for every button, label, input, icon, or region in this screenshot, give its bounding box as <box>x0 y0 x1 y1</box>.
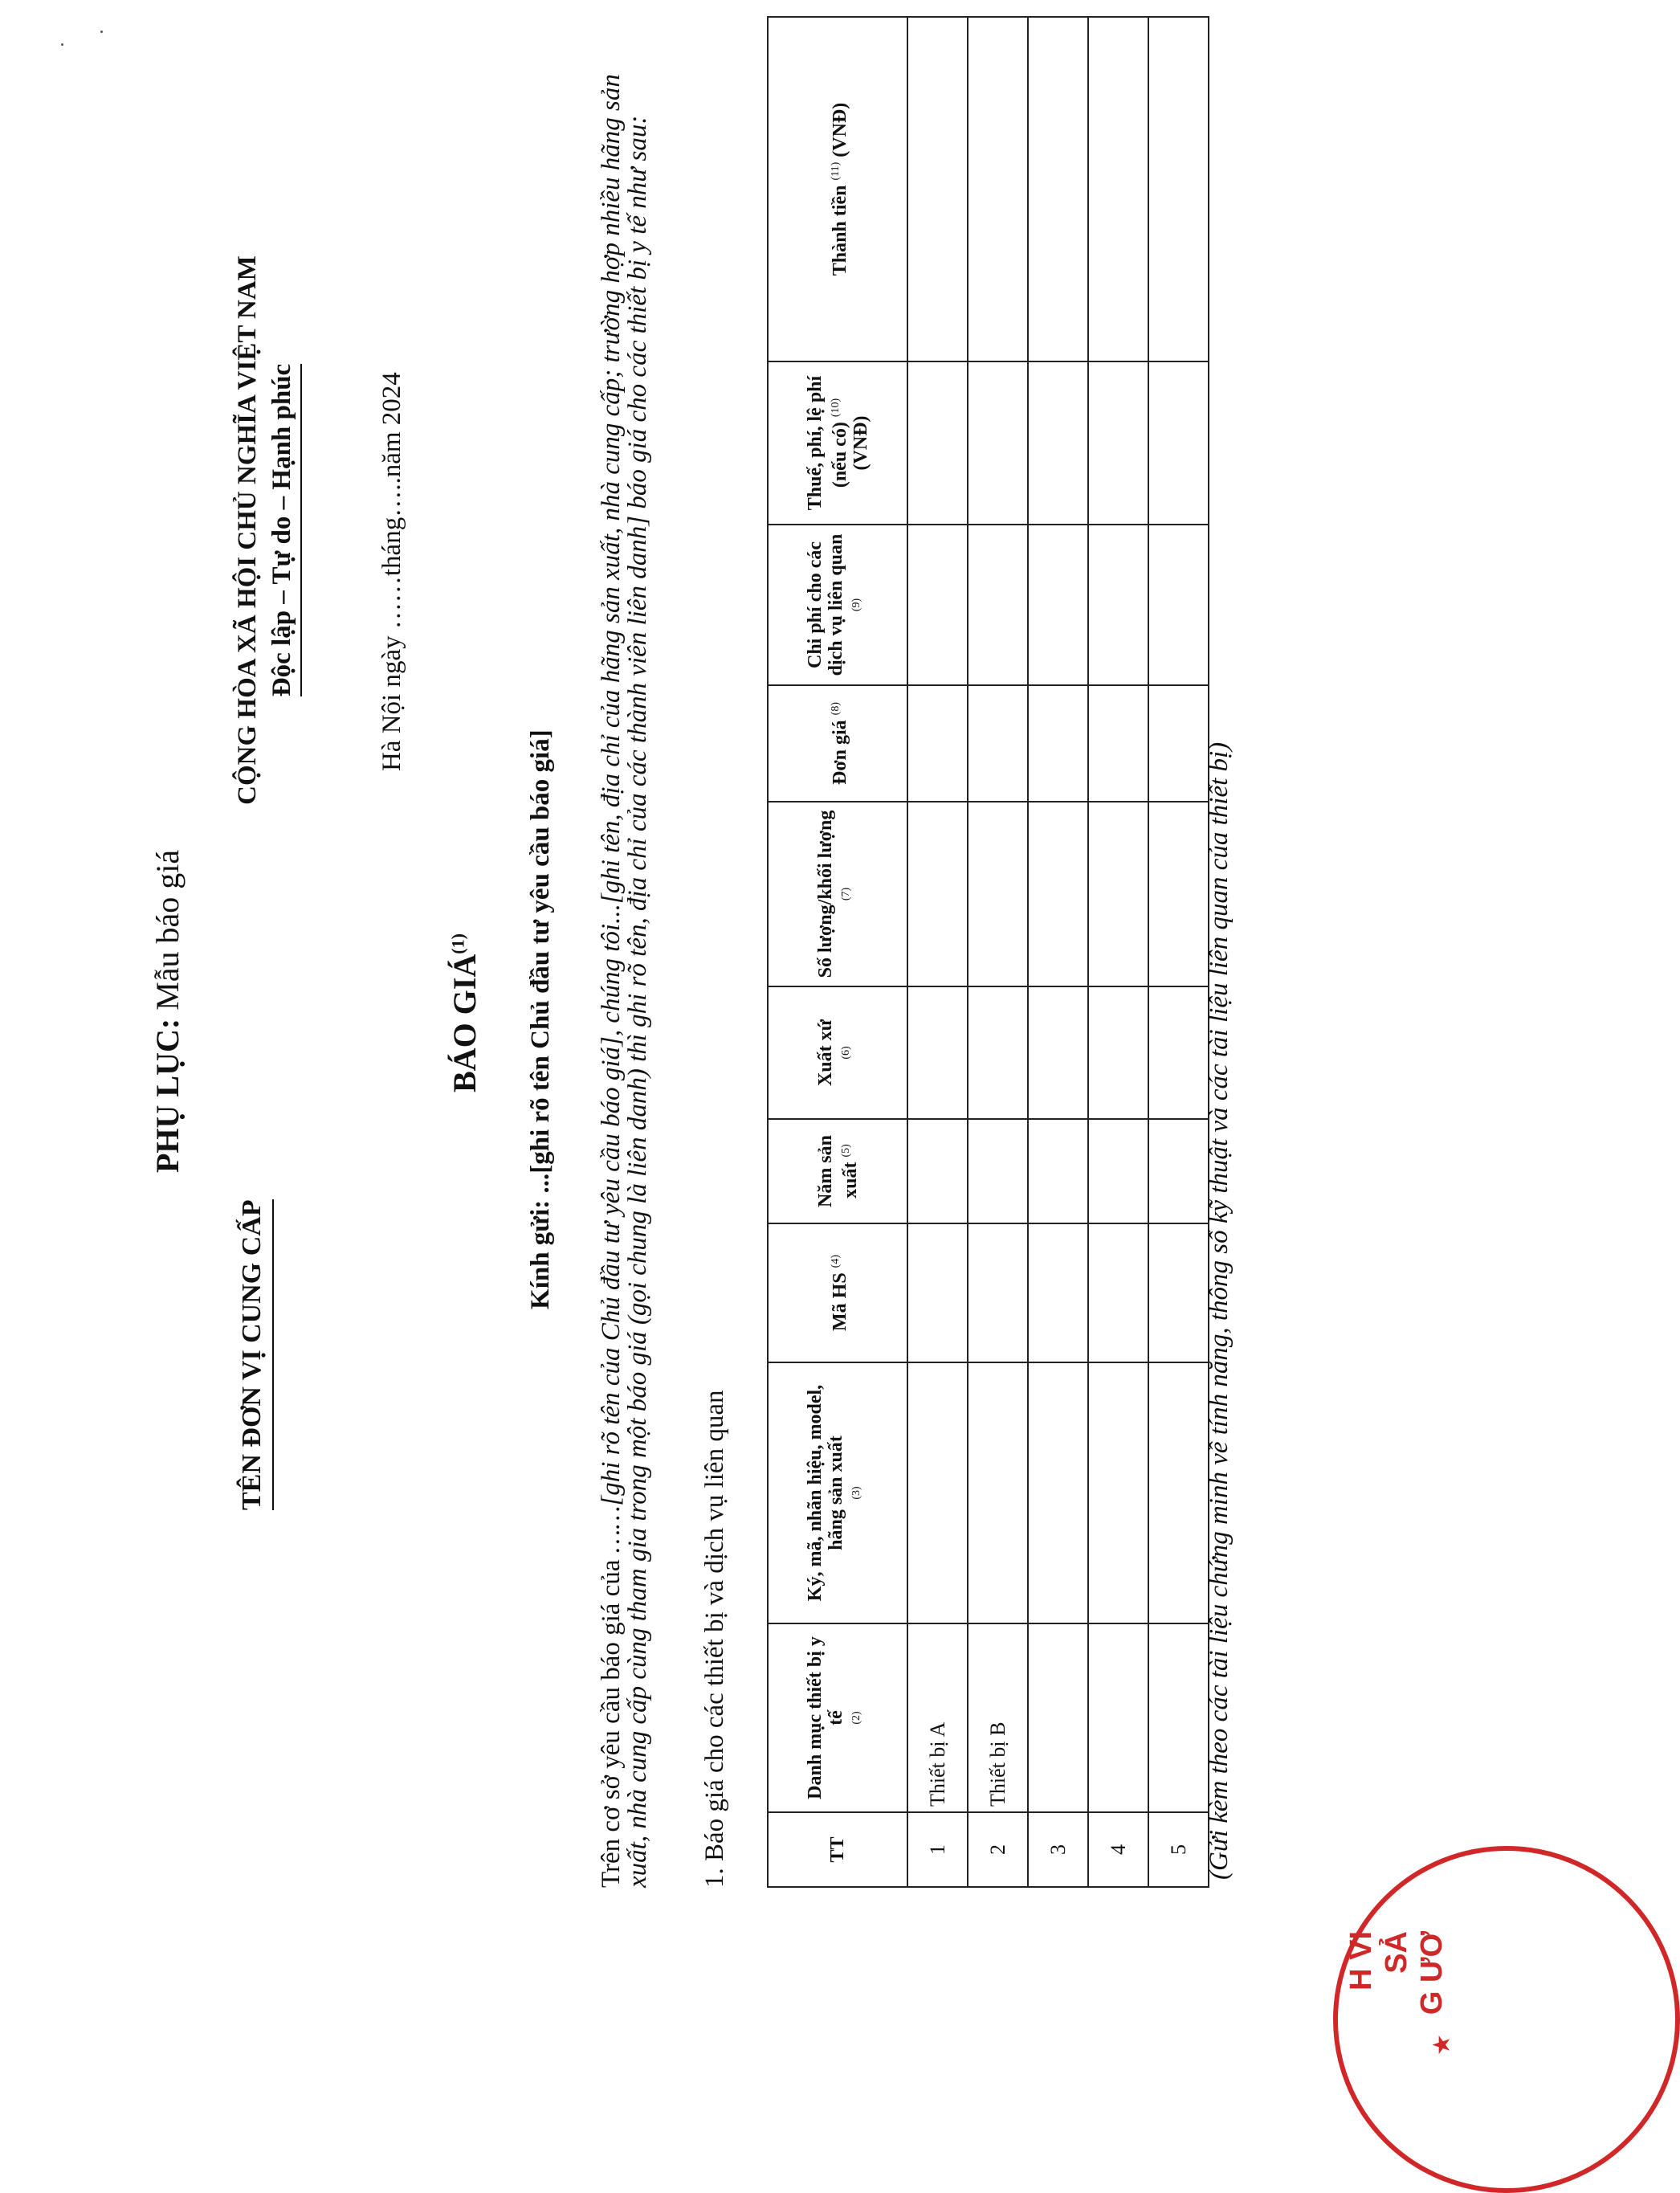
cell <box>1088 1362 1148 1623</box>
cell <box>1088 17 1148 361</box>
cell <box>968 685 1028 802</box>
cell <box>907 685 968 802</box>
cell <box>1028 1223 1088 1362</box>
cell <box>907 1119 968 1223</box>
cell <box>968 361 1028 525</box>
stamp-text: H VI <box>1344 1931 1378 1991</box>
main-title-text: BÁO GIÁ <box>447 954 483 1092</box>
row-number: 1 <box>907 1812 968 1887</box>
cell <box>1148 1119 1209 1223</box>
cell <box>1028 1362 1088 1623</box>
intro-italic: ……[ghi rõ tên của Chủ đầu tư yêu cầu báo giá], chúng tôi...[ghi tên, địa chỉ của hãng sản xuất, nhà cung cấp; trường hợp nhiều hãng sản xuất, nhà cung cấp cùng tham gia trong một báo giá (gọi chung là liên danh) thì ghi rõ tên, địa chỉ của các thành viên liên danh] báo giá cho các thiết bị y tế như sau: <box>597 74 652 1888</box>
appendix-title <box>149 850 186 1173</box>
header-device-list: Danh mục thiết bị y tế $^{(2)}$ <box>768 1623 907 1812</box>
header-origin: Xuất xứ $^{(6)}$ <box>768 986 907 1119</box>
cell <box>968 1223 1028 1362</box>
cell <box>1088 1223 1148 1362</box>
stamp-text: SẢ <box>1380 1931 1413 1974</box>
cell <box>968 525 1028 685</box>
row-item <box>1028 1623 1088 1812</box>
cell <box>968 986 1028 1119</box>
header-model: Ký, mã, nhãn hiệu, model, hãng sản xuất $^{(3)}$ <box>768 1362 907 1623</box>
cell <box>1088 685 1148 802</box>
recipient-line: Kính gửi: ...[ghi rõ tên Chủ đầu tư yêu cầu báo giá] <box>526 729 555 1309</box>
cell <box>1028 17 1088 361</box>
header-quantity: Số lượng/khối lượng $^{(7)}$ <box>768 802 907 986</box>
row-item <box>1088 1623 1148 1812</box>
row-number: 5 <box>1148 1812 1209 1887</box>
cell <box>968 1362 1028 1623</box>
table-header-row <box>768 17 907 1887</box>
cell <box>1088 361 1148 525</box>
stamp-text: G ƯƠ <box>1415 1931 1449 2015</box>
attachment-note: (Gửi kèm theo các tài liệu chứng minh về tính năng, thông số kỹ thuật và các tài liệu liên quan của thiết bị) <box>1205 741 1233 1880</box>
cell <box>907 17 968 361</box>
appendix-title-bold: PHỤ LỤC: <box>149 1018 186 1173</box>
cell <box>968 17 1028 361</box>
row-number: 4 <box>1088 1812 1148 1887</box>
row-item <box>1148 1623 1209 1812</box>
cell <box>1148 802 1209 986</box>
header-total: Thành tiền $^{(11)}$ (VNĐ) <box>768 17 907 361</box>
cell <box>907 525 968 685</box>
row-number: 2 <box>968 1812 1028 1887</box>
cell <box>1028 525 1088 685</box>
cell <box>1028 1119 1088 1223</box>
row-item: Thiết bị B <box>968 1623 1028 1812</box>
cell <box>907 802 968 986</box>
header-hs-code: Mã HS $^{(4)}$ <box>768 1223 907 1362</box>
national-header <box>233 217 302 843</box>
header-tax: Thuế, phí, lệ phí (nếu có) $^{(10)}$ (VNĐ) <box>768 361 907 525</box>
cell <box>1088 802 1148 986</box>
cell <box>1148 17 1209 361</box>
cell <box>1148 986 1209 1119</box>
national-motto: Độc lập – Tự do – Hạnh phúc <box>267 364 302 696</box>
table-row <box>1028 17 1088 1887</box>
cell <box>1028 685 1088 802</box>
cell <box>1148 1223 1209 1362</box>
table-row <box>968 17 1028 1887</box>
cell <box>1028 361 1088 525</box>
cell <box>1088 986 1148 1119</box>
cell <box>1148 361 1209 525</box>
quotation-table <box>767 16 1209 1888</box>
supplier-name: TÊN ĐƠN VỊ CUNG CẤP <box>237 1199 274 1510</box>
cell <box>1088 525 1148 685</box>
cell <box>1028 986 1088 1119</box>
cell <box>907 1223 968 1362</box>
appendix-title-rest: Mẫu báo giá <box>149 849 186 1019</box>
cell <box>968 802 1028 986</box>
header-year: Năm sản xuất $^{(5)}$ <box>768 1119 907 1223</box>
date-line: Hà Nội ngày ……tháng…..năm 2024 <box>377 372 406 771</box>
cell <box>1148 1362 1209 1623</box>
table-row <box>1088 17 1148 1887</box>
cell <box>1148 525 1209 685</box>
national-name: CỘNG HÒA XÃ HỘI CHỦ NGHĨA VIỆT NAM <box>233 255 262 805</box>
cell <box>907 986 968 1119</box>
cell <box>907 1362 968 1623</box>
cell <box>1088 1119 1148 1223</box>
red-stamp <box>1333 1846 1680 2193</box>
section-heading: 1. Báo giá cho các thiết bị và dịch vụ liên quan <box>700 1390 729 1888</box>
cell <box>1148 685 1209 802</box>
header-service-cost: Chi phí cho các dịch vụ liên quan $^{(9)}$ <box>768 525 907 685</box>
table-row <box>907 17 968 1887</box>
main-title <box>446 933 483 1092</box>
cell <box>907 361 968 525</box>
header-tt: TT <box>768 1812 907 1887</box>
intro-paragraph <box>598 40 651 1888</box>
header-unit-price: Đơn giá $^{(8)}$ <box>768 685 907 802</box>
row-item: Thiết bị A <box>907 1623 968 1812</box>
row-number: 3 <box>1028 1812 1088 1887</box>
intro-lead: Trên cơ sở yêu cầu báo giá của <box>597 1553 626 1888</box>
cell <box>968 1119 1028 1223</box>
main-title-note: (1) <box>447 933 468 954</box>
cell <box>1028 802 1088 986</box>
star-icon: ★ <box>1429 2034 1455 2056</box>
table-row <box>1148 17 1209 1887</box>
